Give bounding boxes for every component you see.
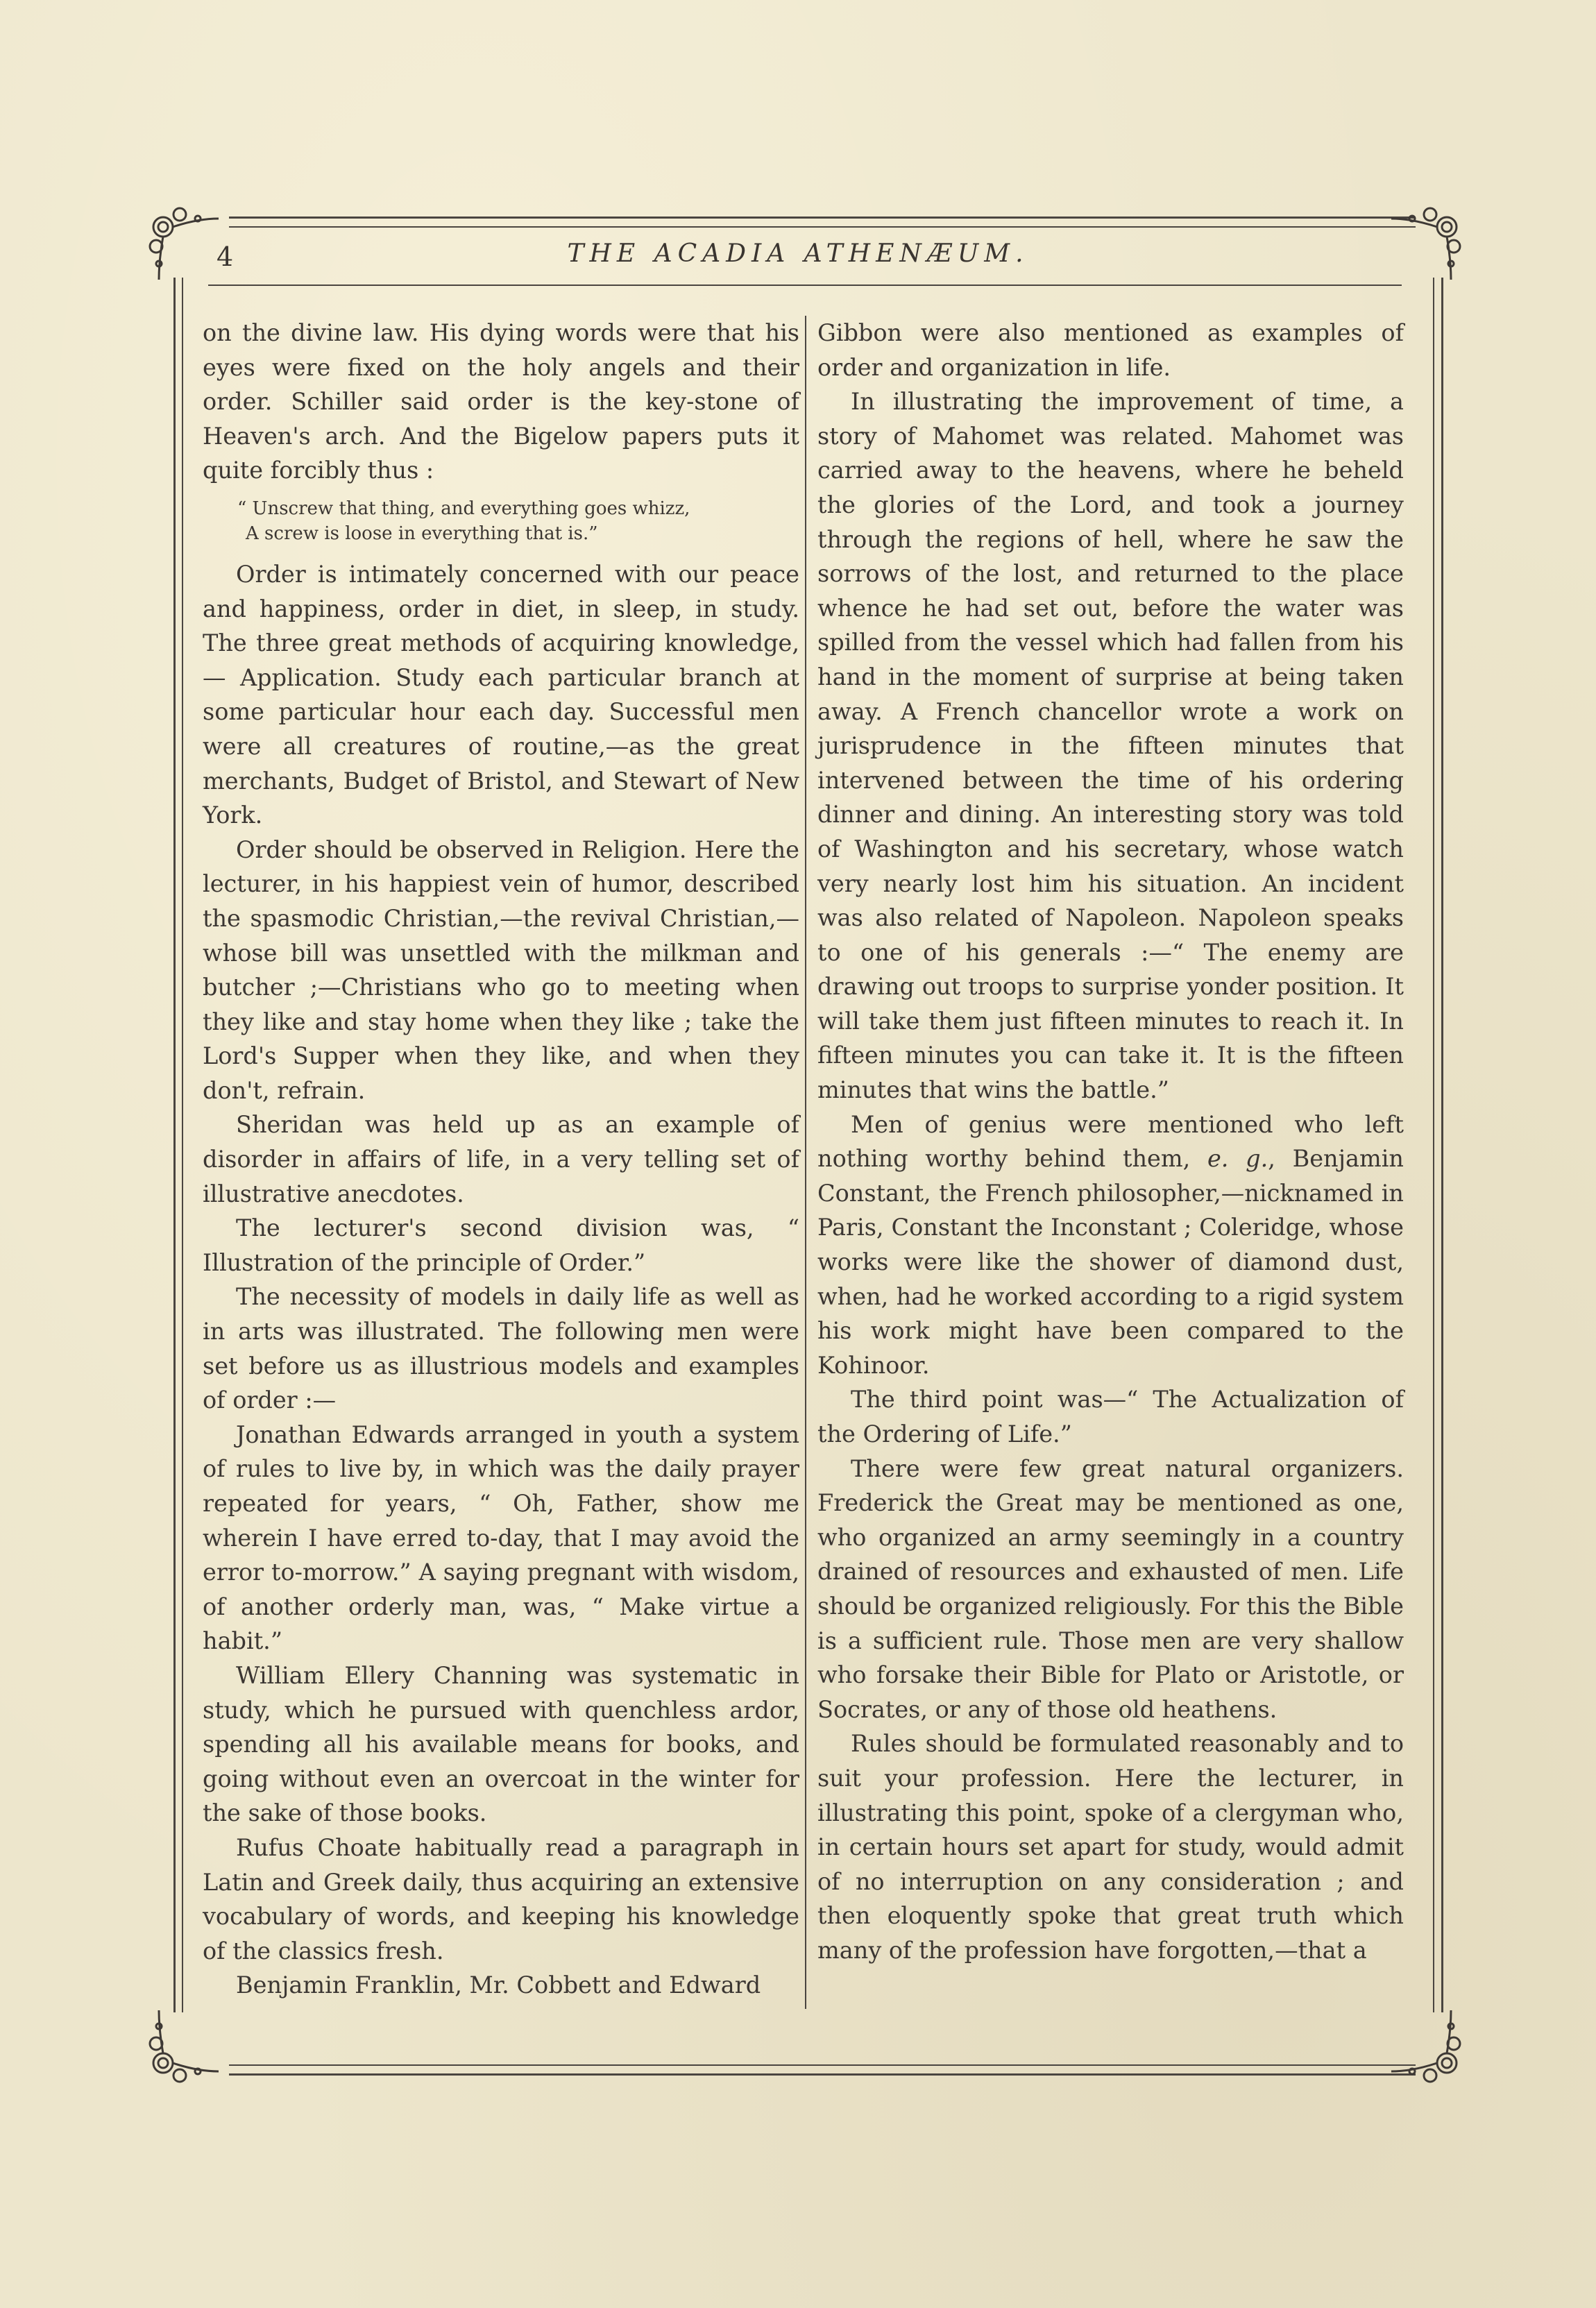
frame-top-rule-inner (229, 226, 1416, 228)
corner-ornament-top-left (142, 198, 226, 281)
paragraph: Rufus Choate habitually read a paragraph in Latin and Greek daily, thus acquiring an extensive vocabulary of words, and keeping his knowledge of the classics fresh. (203, 1833, 799, 1965)
paragraph: Benjamin Franklin, Mr. Cobbett and Edward (236, 1971, 761, 1999)
paragraph: Order is intimately concerned with our peace and happiness, order in diet, in sleep, in study. The three great methods of acquiring knowledge, — Application. Study each particular branch at some particular hour each day. Successful men were all creatures of routine,—as the great merchants, Budget of Bristol, and Stewart of New York. (203, 560, 799, 829)
column-divider (805, 316, 806, 2009)
frame-top-rule (229, 217, 1416, 219)
paragraph: William Ellery Channing was systematic in study, which he pursued with quenchless ardor, spending all his available means for books, and going without even an overcoat in the winter for the sake of those books. (203, 1661, 799, 1827)
paragraph: The necessity of models in daily life as well as in arts was illustrated. The following men were set before us as illustrious models and examples of order :— (203, 1283, 799, 1414)
right-column (817, 316, 1404, 1968)
paragraph: There were few great natural organizers. Frederick the Great may be mentioned as one, who organized an army seemingly in a country drained of resources and exhausted of men. Life should be organized religiously. For this the Bible is a sufficient rule. Those men are very shallow who forsake their Bible for Plato or Aristotle, or Socrates, or any of those old heathens. (817, 1454, 1404, 1723)
paragraph: Rules should be formulated reasonably and to suit your profession. Here the lecturer, in illustrating this point, spoke of a clergyman who, in certain hours set apart for study, would admit of no interruption on any consideration ; and then eloquently spoke that great truth which many of the profession have forgotten,—that a (817, 1730, 1404, 1964)
scroll-ornament-icon (142, 2009, 226, 2092)
quote-line: A screw is loose in everything that is.” (246, 523, 598, 544)
scroll-ornament-icon (142, 198, 226, 281)
paragraph: Order should be observed in Religion. Here the lecturer, in his happiest vein of humor, described the spasmodic Christian,—the revival Christian,—whose bill was unsettled with the milkman and butcher ;—Christians who go to meeting when they like and stay home when they like ; take the Lord's Supper when they like, and when they don't, refrain. (203, 835, 799, 1104)
frame-bottom-rule-inner (229, 2064, 1416, 2066)
verse-quote (237, 496, 799, 546)
paragraph: Sheridan was held up as an example of disorder in affairs of life, in a very telling set of illustrative anecdotes. (203, 1111, 799, 1207)
frame-right-rule-inner (1433, 278, 1434, 2012)
scroll-ornament-icon (1384, 2009, 1468, 2092)
italic-abbrev: e. g. (1207, 1145, 1268, 1173)
paragraph: Jonathan Edwards arranged in youth a system of rules to live by, in which was the daily prayer repeated for years, “ Oh, Father, show me wherein I have erred to-day, that I may avoid the error to-morrow.” A saying pregnant with wisdom, of another orderly man, was, “ Make virtue a habit.” (203, 1420, 799, 1655)
quote-line: “ Unscrew that thing, and everything goes whizz, (237, 498, 690, 519)
page-number: 4 (217, 241, 234, 272)
paragraph: The lecturer's second division was, “ Illustration of the principle of Order.” (203, 1214, 799, 1276)
frame-right-rule (1441, 278, 1443, 2012)
paragraph (817, 1108, 1404, 1383)
scroll-ornament-icon (1384, 198, 1468, 281)
header-rule (208, 285, 1402, 286)
paragraph: The third point was—“ The Actualization of the Ordering of Life.” (817, 1386, 1404, 1448)
corner-ornament-bottom-right (1384, 2009, 1468, 2092)
paragraph: Gibbon were also mentioned as examples of order and organization in life. (817, 319, 1404, 381)
paragraph: In illustrating the improvement of time, a story of Mahomet was related. Mahomet was carried away to the heavens, where he beheld the glories of the Lord, and took a journey through the regions of hell, where he saw the sorrows of the lost, and returned to the place whence he had set out, before the water was spilled from the vessel which had fallen from his hand in the moment of surprise at being taken away. A French chancellor wrote a work on jurisprudence in the fifteen minutes that intervened between the time of his ordering dinner and dining. An interesting story was told of Washington and his secretary, whose watch very nearly lost him his situation. An incident was also related of Napoleon. Napoleon speaks to one of his generals :—“ The enemy are drawing out troops to surprise yonder position. It will take them just fifteen minutes to reach it. In fifteen minutes you can take it. It is the fifteen minutes that wins the battle.” (817, 388, 1404, 1104)
paragraph: on the divine law. His dying words were that his eyes were fixed on the holy angels and their order. Schiller said order is the key-stone of Heaven's arch. And the Bigelow papers puts it quite forcibly thus : (203, 319, 799, 484)
corner-ornament-bottom-left (142, 2009, 226, 2092)
text-span: Men of genius were mentioned who left nothing worthy behind them, (817, 1110, 1404, 1173)
frame-left-rule-inner (182, 278, 183, 2012)
left-column (203, 316, 799, 2003)
frame-left-rule (173, 278, 176, 2012)
text-span: , Benjamin Constant, the French philosopher,—nicknamed in Paris, Constant the Inconstant ; Coleridge, whose works were like the shower of diamond dust, when, had he worked according to a rigid system his work might have been compared to the Kohinoor. (817, 1145, 1404, 1379)
frame-bottom-rule (229, 2073, 1416, 2076)
running-title: THE ACADIA ATHENÆUM. (567, 239, 1029, 268)
corner-ornament-top-right (1384, 198, 1468, 281)
